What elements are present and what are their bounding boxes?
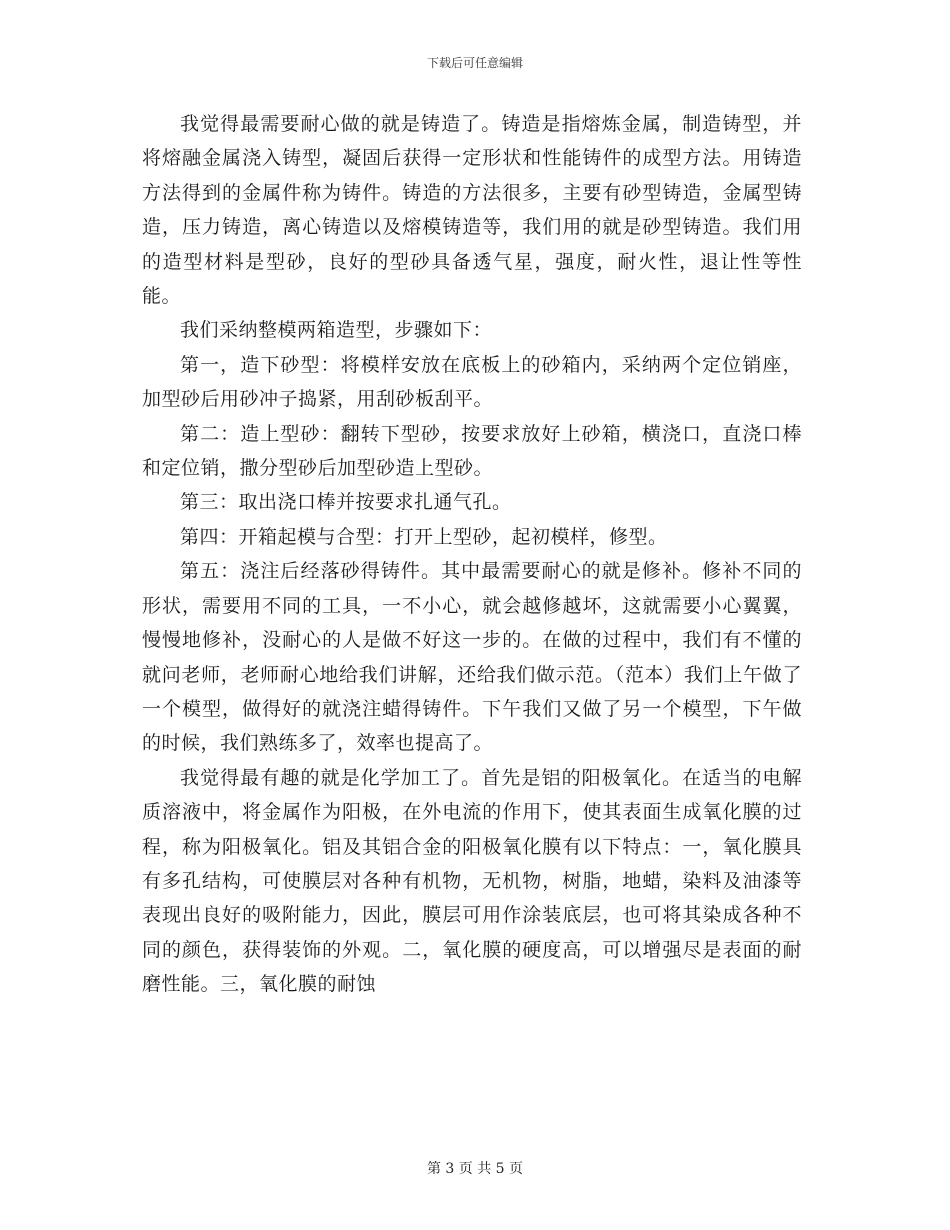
paragraph-casting-intro: 我觉得最需要耐心做的就是铸造了。铸造是指熔炼金属，制造铸型，并将熔融金属浇入铸型，凝固后获得一定形状和性能铸件的成型方法。用铸造方法得到的金属件称为铸件。铸造的方法很多，主要有砂型铸造，金属型铸造，压力铸造，离心铸造以及熔模铸造等，我们用的就是砂型铸造。我们用的造型材料是型砂，良好的型砂具备透气星，强度，耐火性，退让性等性能。 — [142, 113, 802, 308]
paragraph-step-4: 第四：开箱起模与合型：打开上型砂，起初模样，修型。 — [180, 525, 668, 548]
document-body — [142, 107, 802, 1002]
page-number: 第 3 页 共 5 页 — [426, 1161, 524, 1177]
paragraph-steps-intro: 我们采纳整模两箱造型，步骤如下： — [180, 319, 493, 342]
page-header: 下载后可任意编辑 — [426, 56, 523, 70]
paragraph-chemical-processing: 我觉得最有趣的就是化学加工了。首先是铝的阳极氧化。在适当的电解质溶液中，将金属作为阳极，在外电流的作用下，使其表面生成氧化膜的过程，称为阳极氧化。铝及其铝合金的阳极氧化膜有以下特点：一，氧化膜具有多孔结构，可使膜层对各种有机物，无机物，树脂，地蜡，染料及油漆等表现出良好的吸附能力，因此，膜层可用作涂装底层，也可将其染成各种不同的颜色，获得装饰的外观。二，氧化膜的硬度高，可以增强尽是表面的耐磨性能。三，氧化膜的耐蚀 — [142, 766, 802, 996]
paragraph-step-1: 第一，造下砂型：将模样安放在底板上的砂箱内，采纳两个定位销座，加型砂后用砂冲子捣紧，用刮砂板刮平。 — [142, 353, 802, 411]
paragraph-step-5: 第五：浇注后经落砂得铸件。其中最需要耐心的就是修补。修补不同的形状，需要用不同的工具，一不小心，就会越修越坏，这就需要小心翼翼，慢慢地修补，没耐心的人是做不好这一步的。在做的过程中，我们有不懂的就问老师，老师耐心地给我们讲解，还给我们做示范。（范本）我们上午做了一个模型，做得好的就浇注蜡得铸件。下午我们又做了另一个模型，下午做的时候，我们熟练多了，效率也提高了。 — [142, 560, 802, 755]
paragraph-step-2: 第二：造上型砂：翻转下型砂，按要求放好上砂箱，横浇口，直浇口棒和定位销，撒分型砂后加型砂造上型砂。 — [142, 422, 802, 480]
paragraph-step-3: 第三：取出浇口棒并按要求扎通气孔。 — [180, 491, 512, 514]
